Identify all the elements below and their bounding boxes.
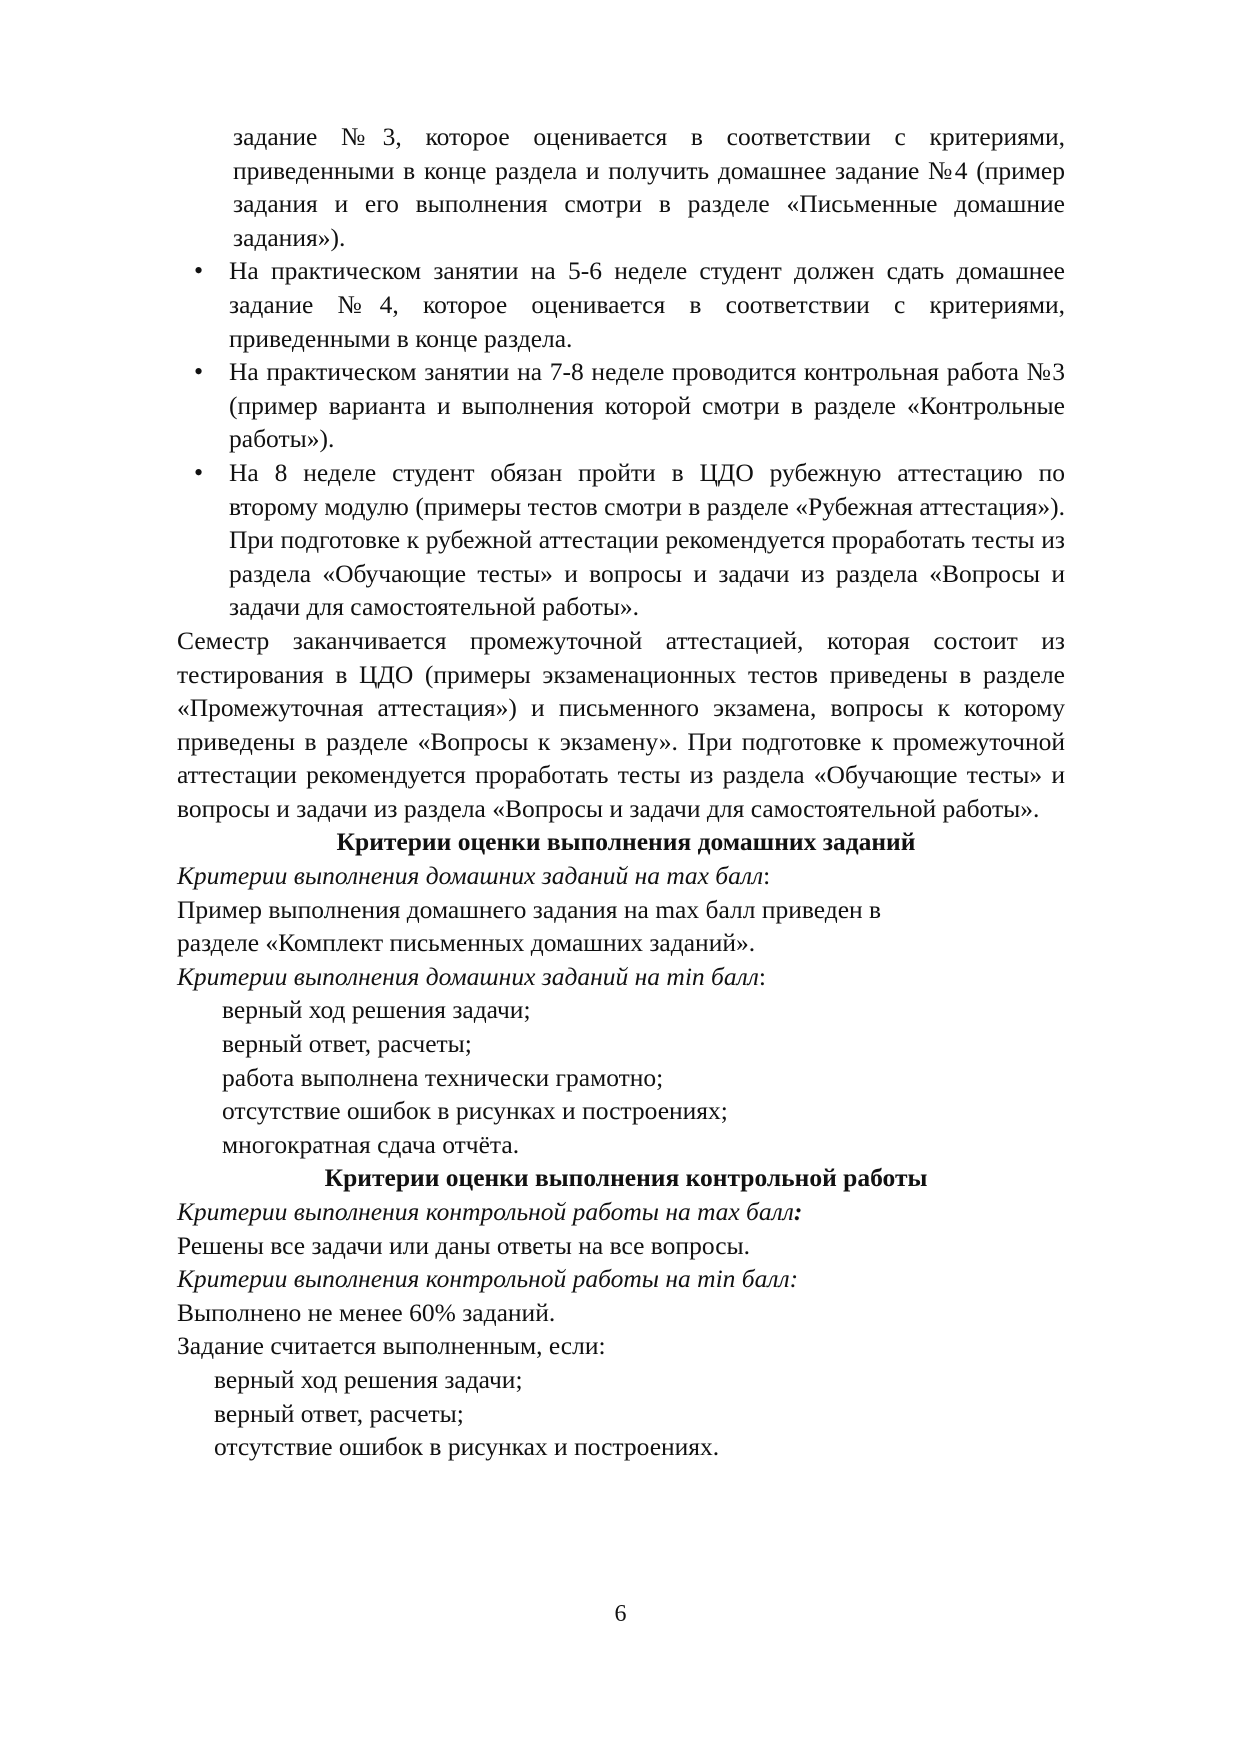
page-content [177,120,1065,1464]
semester-paragraph: Семестр заканчивается промежуточной аттестацией, которая состоит из тестирования в ЦДО (примеры экзаменационных тестов приведены в разделе «Промежуточная аттестация») и письменного экзамена, вопросы к которому приведены в разделе «Вопросы к экзамену». При подготовке к промежуточной аттестации рекомендуется проработать тесты из раздела «Обучающие тесты» и вопросы и задачи из раздела «Вопросы и задачи для самостоятельной работы». [177,625,1065,823]
criteria-item: отсутствие ошибок в рисунках и построениях. [214,1432,720,1462]
page-number: 6 [614,1601,627,1627]
control-max-label-text: Критерии выполнения контрольной работы на max балл [177,1197,794,1226]
homework-min-label-colon: : [758,961,766,991]
bullet-item: • На практическом занятии на 7-8 неделе проводится контрольная работа №3 (пример варианта и выполнения которой смотри в разделе «Контрольные работы»). [177,355,1065,456]
homework-min-label-text: Критерии выполнения домашних заданий на min балл [177,961,759,991]
criteria-item: верный ответ, расчеты; [222,1029,472,1059]
bullet-item: • На 8 неделе студент обязан пройти в ЦДО рубежную аттестацию по второму модулю (примеры тестов смотри в разделе «Рубежная аттестация»). При подготовке к рубежной аттестации рекомендуется проработать тесты из раздела «Обучающие тесты» и вопросы и задачи из раздела «Вопросы и задачи для самостоятельной работы». [177,456,1065,624]
criteria-item: отсутствие ошибок в рисунках и построениях; [222,1096,728,1126]
homework-criteria-heading: Критерии оценки выполнения домашних заданий [336,827,916,857]
control-condition-text: Задание считается выполненным, если: [177,1331,606,1361]
criteria-item: верный ход решения задачи; [214,1364,523,1394]
control-max-text: Решены все задачи или даны ответы на все вопросы. [177,1230,751,1260]
homework-max-text-line: Пример выполнения домашнего задания на max балл приведен в [177,894,882,924]
control-work-criteria-heading: Критерии оценки выполнения контрольной работы [324,1163,928,1193]
criteria-item: работа выполнена технически грамотно; [222,1062,664,1092]
homework-max-text-line: разделе «Комплект письменных домашних заданий». [177,928,756,958]
criteria-item: верный ответ, расчеты; [214,1398,464,1428]
criteria-item: верный ход решения задачи; [222,995,531,1025]
criteria-item: многократная сдача отчёта. [222,1129,520,1159]
homework-max-label-colon: : [763,861,771,891]
control-criteria-list [214,1363,1065,1464]
homework-min-criteria-list [222,993,1065,1161]
control-max-criteria-label [177,1195,1065,1229]
bullet-item: • На практическом занятии на 5-6 неделе студент должен сдать домашнее задание №4, которое оценивается в соответствии с критериями, приведенными в конце раздела. [177,254,1065,355]
bullet-list [177,254,1065,624]
homework-min-criteria-label [177,960,1065,994]
continuation-paragraph: задание №3, которое оценивается в соответствии с критериями, приведенными в конце раздела и получить домашнее задание №4 (пример задания и его выполнения смотри в разделе «Письменные домашние задания»). [233,122,1065,252]
control-min-criteria-label: Критерии выполнения контрольной работы на min балл: [177,1264,799,1294]
homework-max-label-text: Критерии выполнения домашних заданий на max балл [177,861,764,891]
control-min-text: Выполнено не менее 60% заданий. [177,1297,556,1327]
homework-max-criteria-label [177,859,1065,893]
control-max-label-colon: : [793,1197,803,1226]
